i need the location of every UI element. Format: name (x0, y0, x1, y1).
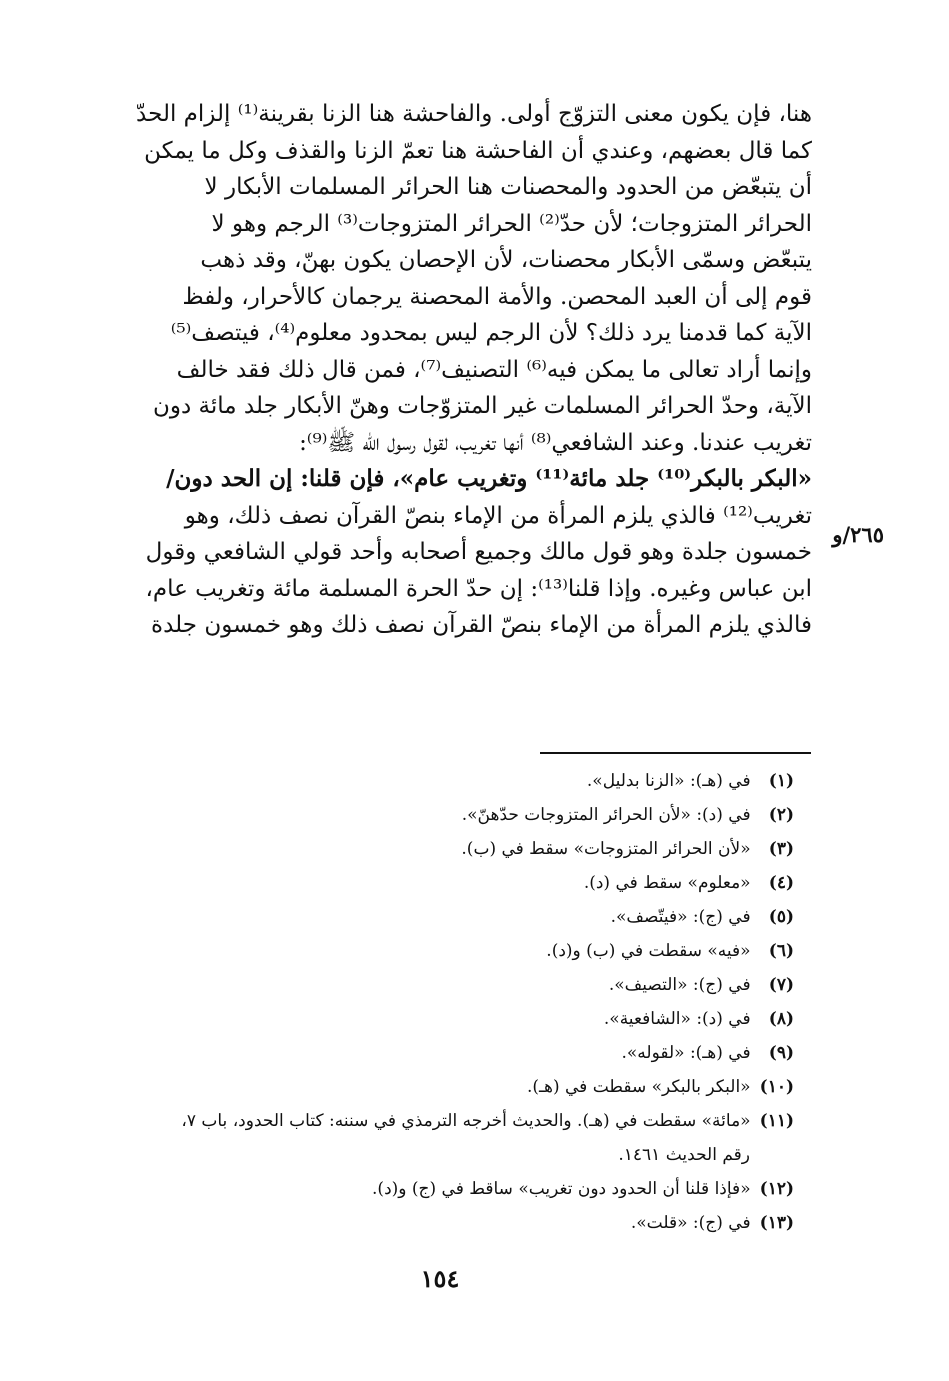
main-text-line: الآية، وحدّ الحرائر المسلمات غير المتزوّجات وهنّ الأبكار جلد مائة دون (152, 393, 812, 419)
footnote-item (60, 934, 794, 968)
main-text-line: الحرائر المتزوجات؛ لأن حدّ⁽²⁾ الحرائر المتزوجات⁽³⁾ الرجم وهو لا (211, 210, 812, 237)
footnote-item (60, 1172, 794, 1206)
footnote-number: (٤) (768, 873, 794, 893)
footnote-number: (١) (768, 771, 794, 791)
main-text-line: هنا، فإن يكون معنى التزوّج أولى. والفاحشة هنا الزنا بقرينة⁽¹⁾ إلزام الحدّ (136, 101, 812, 127)
footnote-number: (١٠) (759, 1077, 794, 1097)
footnote-item (60, 1002, 794, 1036)
footnote-text: «معلوم» سقط في (د). (583, 873, 751, 893)
footnote-text: «مائة» سقطت في (هـ). والحديث أخرجه الترمذي في سننه: كتاب الحدود، باب ٧، (181, 1111, 751, 1131)
footnote-divider (540, 752, 811, 754)
footnote-text: «فيه» سقطت في (ب) و(د). (546, 941, 751, 961)
footnote-item (60, 798, 794, 832)
main-text-line: قوم إلى أن العبد المحصن. والأمة المحصنة يرجمان كالأحرار، ولفظ (182, 283, 812, 310)
footnote-text: رقم الحديث ١٤٦١. (618, 1145, 750, 1165)
main-text-line: وإنما أراد تعالى ما يمكن فيه⁽⁶⁾ التصنيف⁽⁷⁾، فمن قال ذلك فقد خالف (176, 356, 812, 383)
footnote-item (60, 968, 794, 1002)
footnote-text: «لأن الحرائر المتزوجات» سقط في (ب). (461, 839, 751, 859)
main-text-line: ابن عباس وغيره. وإذا قلنا⁽¹³⁾: إن حدّ الحرة المسلمة مائة وتغريب عام، (145, 575, 812, 602)
main-text-line: فالذي يلزم المرأة من الإماء بنصّ القرآن نصف ذلك وهو خمسون جلدة (151, 612, 812, 638)
footnote-text: في (هـ): «الزنا بدليل». (586, 771, 751, 791)
footnote-item (60, 832, 794, 866)
footnote-item (60, 1206, 794, 1240)
footnote-item (60, 764, 794, 798)
footnote-item (60, 1036, 794, 1070)
footnote-number: (٩) (768, 1043, 794, 1063)
footnote-item (60, 900, 794, 934)
manuscript-folio-marker: ٢٦٥/و (832, 522, 884, 547)
main-text-line: خمسون جلدة وهو قول مالك وجميع أصحابه وأحد قولي الشافعي وقول (145, 539, 812, 565)
footnote-number: (٧) (768, 975, 794, 995)
footnote-item (60, 1070, 794, 1104)
footnote-number: (١٢) (759, 1179, 794, 1199)
footnote-text: «البكر بالبكر» سقطت في (هـ). (526, 1077, 751, 1097)
footnote-number: (٥) (768, 907, 794, 927)
footnote-text: في (هـ): «لقوله». (621, 1043, 751, 1063)
main-text-line: الآية كما قدمنا يرد ذلك؟ لأن الرجم ليس بمحدود معلوم⁽⁴⁾، فيتصف⁽⁵⁾ (170, 320, 812, 346)
footnote-continuation (60, 1138, 794, 1172)
main-text-line: تغريب عندنا. وعند الشافعي⁽⁸⁾ أنها تغريب، لقول رسول الله ﷺ⁽⁹⁾: (299, 429, 812, 456)
page-number: ١٥٤ (420, 1264, 460, 1293)
main-text-line: كما قال بعضهم، وعندي أن الفاحشة هنا تعمّ الزنا والقذف وكل ما يمكن (144, 137, 812, 164)
footnotes-section (60, 764, 794, 1240)
footnote-number: (١٣) (759, 1213, 794, 1233)
footnote-number: (٨) (768, 1009, 794, 1029)
main-text-line: يتبعّض وسمّى الأبكار محصنات، لأن الإحصان يكون بهنّ، وقد ذهب (200, 247, 812, 273)
footnote-item (60, 1104, 794, 1138)
footnote-text: في (ج): «قلت». (630, 1213, 751, 1233)
main-text-line: تغريب⁽¹²⁾ فالذي يلزم المرأة من الإماء بنصّ القرآن نصف ذلك، وهو (184, 502, 812, 529)
footnote-number: (١١) (759, 1111, 794, 1131)
footnote-number: (٦) (768, 941, 794, 961)
footnote-text: «فإذا قلنا أن الحدود دون تغريب» ساقط في (ج) و(د). (372, 1179, 751, 1199)
footnote-number: (٣) (768, 839, 794, 859)
footnote-item (60, 866, 794, 900)
main-text-line: «البكر بالبكر⁽¹⁰⁾ جلد مائة⁽¹¹⁾ وتغريب عام»، فإن قلنا: إن الحد دون/ (166, 465, 812, 492)
main-text-body (72, 96, 812, 644)
footnote-number: (٢) (768, 805, 794, 825)
footnote-text: في (ج): «التصيف». (608, 975, 751, 995)
main-text-line: أن يتبعّض من الحدود والمحصنات هنا الحرائر المسلمات الأبكار لا (204, 174, 812, 200)
footnote-text: في (د): «لأن الحرائر المتزوجات حدّهنّ». (461, 805, 751, 825)
footnote-text: في (د): «الشافعية». (603, 1009, 751, 1029)
footnote-text: في (ج): «فيتّصف». (610, 907, 751, 927)
